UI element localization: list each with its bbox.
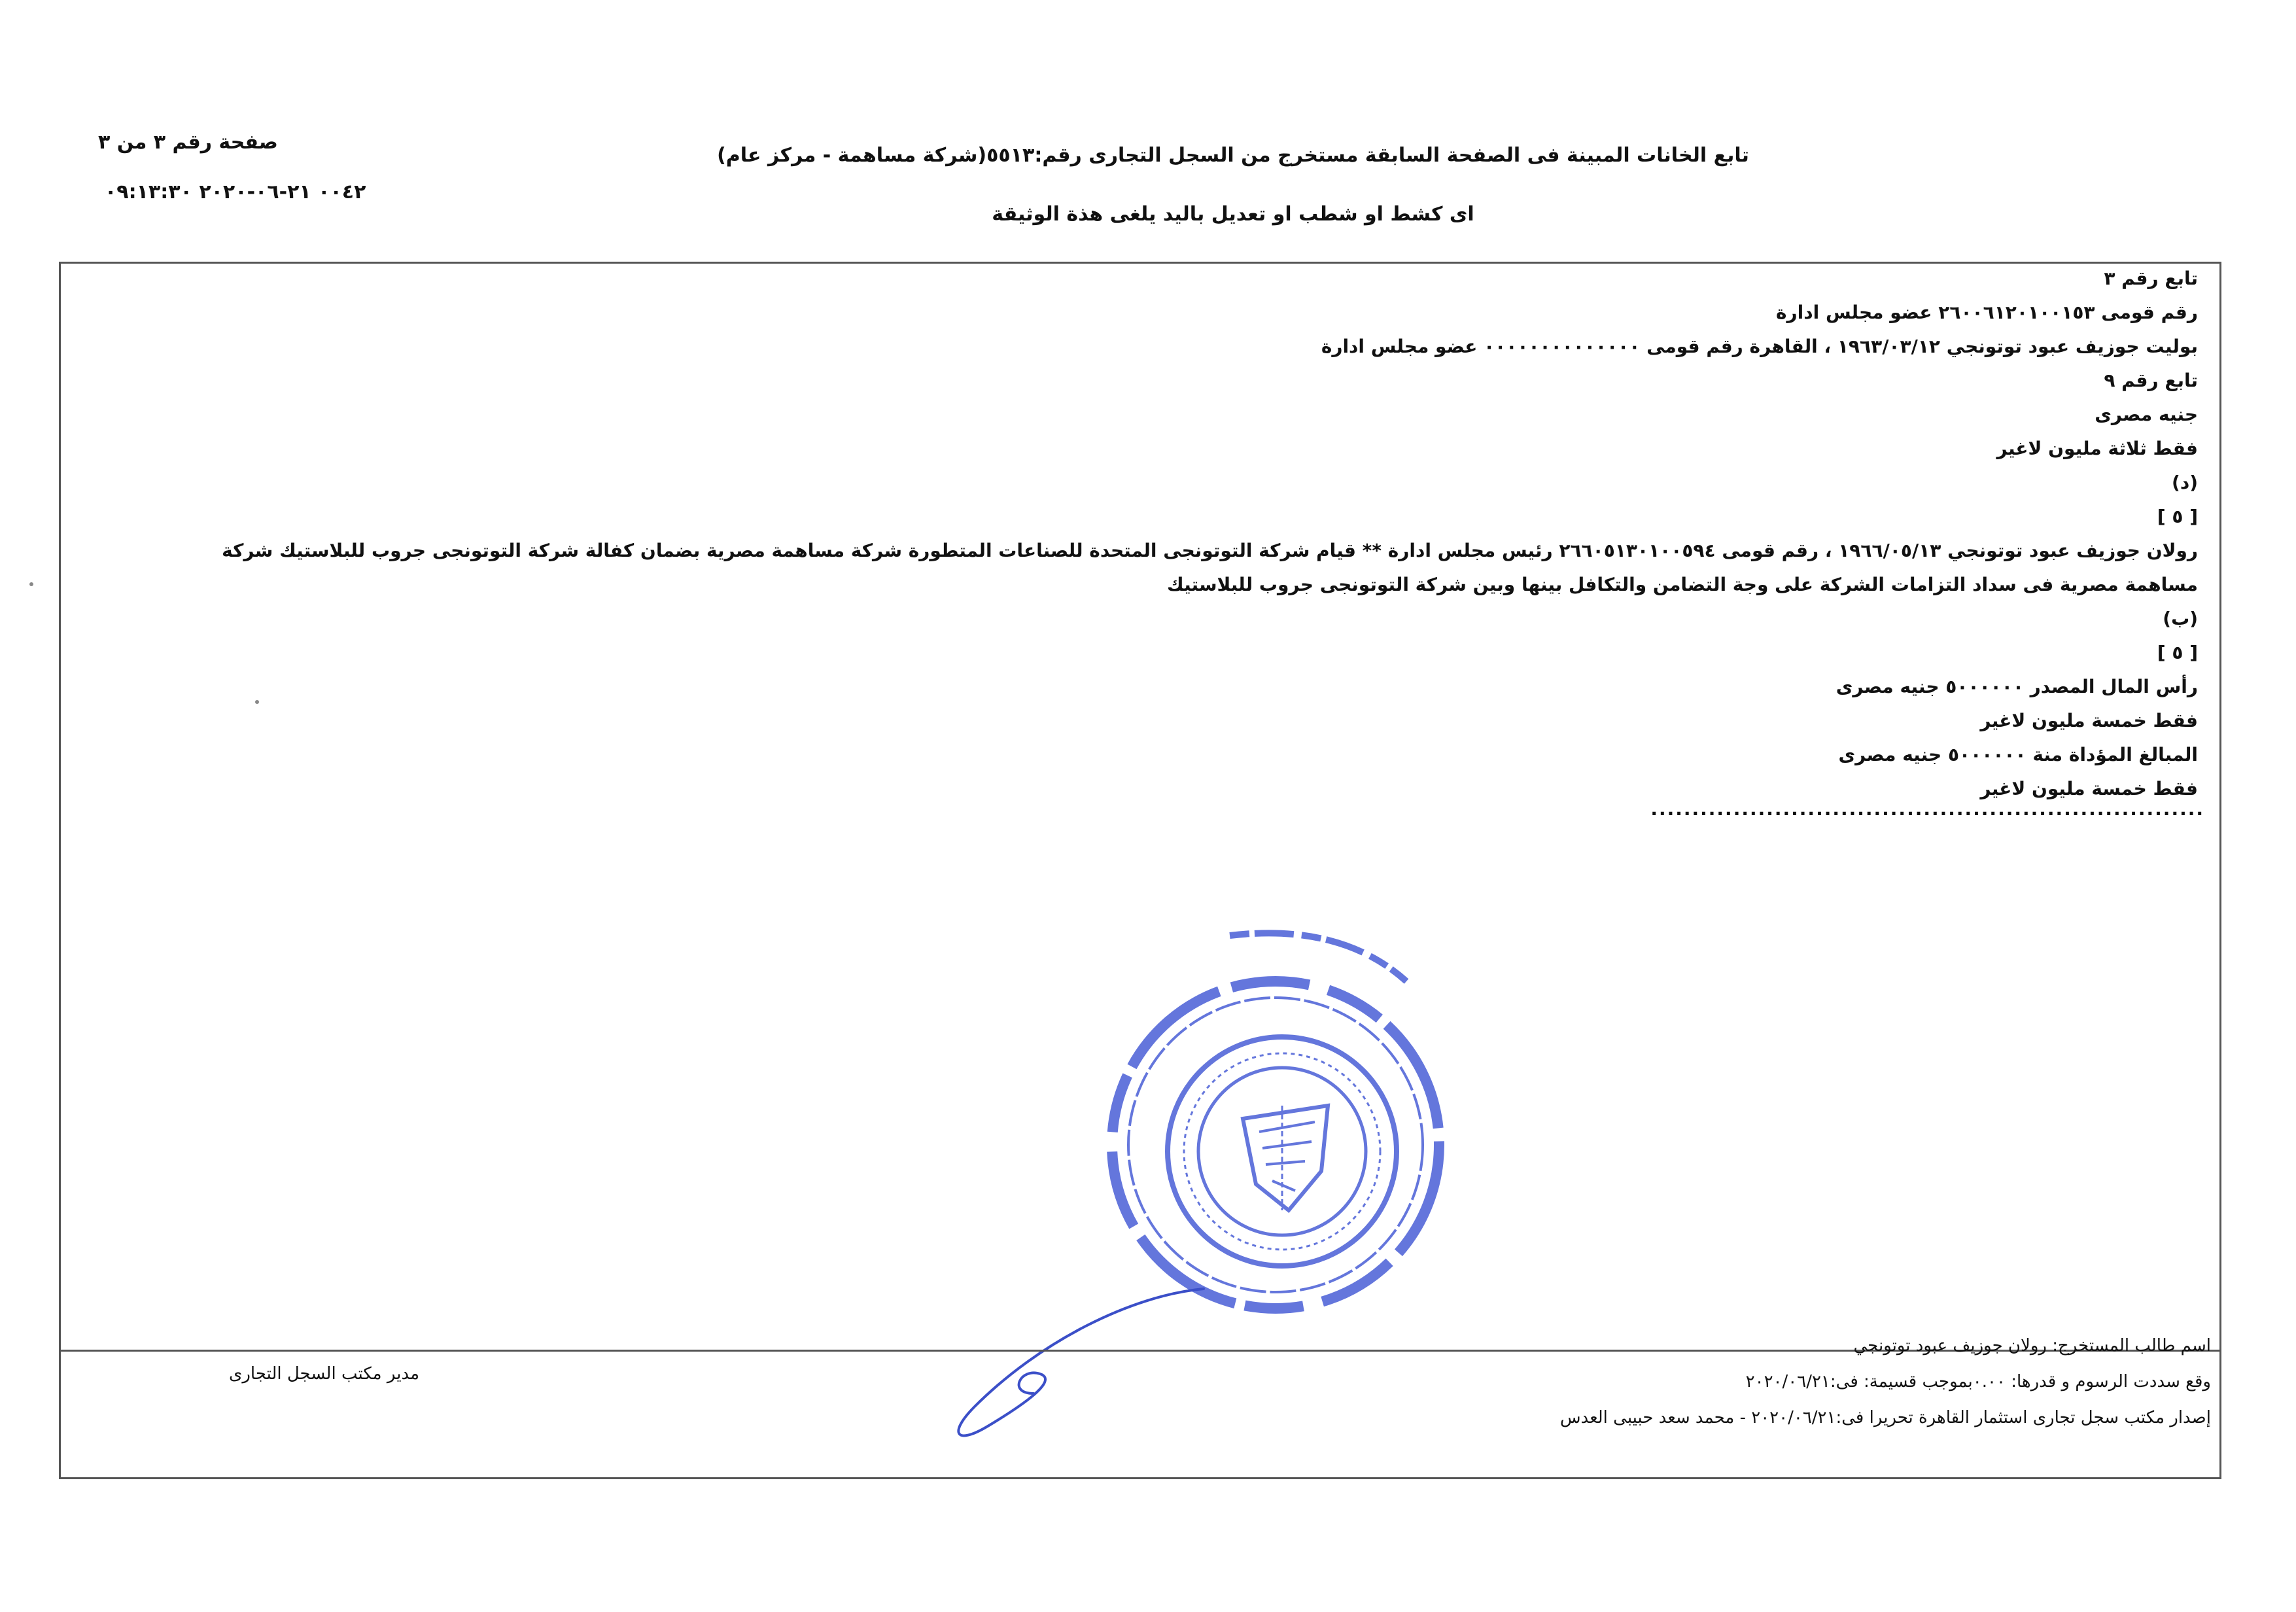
page-number: صفحة رقم ٣ من ٣ [98,131,278,154]
body-line: مساهمة مصرية فى سداد التزامات الشركة على وجة التضامن والتكافل بينها وبين شركة التوتونجى جروب للبلاستيك [1167,574,2198,595]
body-line: (ب) [2163,608,2198,629]
body-line: رولان جوزيف عبود توتونجي ١٩٦٦/٠٥/١٣ ، رقم قومى ٢٦٦٠٥١٣٠١٠٠٥٩٤ رئيس مجلس ادارة ** قيام شركة التوتونجى المتحدة للصناعات المتطورة شركة مساهمة مصرية بضمان كفالة شركة التوتونجى جروب للبلاستيك شركة [222,540,2198,561]
body-line: تابع رقم ٩ [2104,370,2198,391]
body-line: تابع رقم ٣ [2104,268,2198,289]
document-warning: اى كشط او شطب او تعديل باليد يلغى هذة الوثيقة [992,203,1474,226]
scan-speck [29,582,33,586]
body-line: بوليت جوزيف عبود توتونجي ١٩٦٣/٠٣/١٢ ، القاهرة رقم قومى ٠٠٠٠٠٠٠٠٠٠٠٠٠٠ عضو مجلس ادارة [1321,336,2198,357]
body-line: فقط خمسة مليون لاغير [1980,778,2198,799]
dotted-separator: ................................................................... [1650,798,2204,820]
body-line: جنيه مصرى [2095,404,2198,425]
body-line: رأس المال المصدر ٥٠٠٠٠٠٠ جنيه مصرى [1835,676,2198,697]
handwritten-signature [935,1276,1210,1446]
body-line: المبالغ المؤداة منة ٥٠٠٠٠٠٠ جنيه مصرى [1838,744,2198,765]
body-line: رقم قومى ٢٦٠٠٦١٢٠١٠٠١٥٣ عضو مجلس ادارة [1776,302,2198,323]
manager-label: مدير مكتب السجل التجارى [229,1364,420,1384]
body-line: [ ٥ ] [2157,506,2198,527]
footer-details [1560,1328,2211,1436]
official-seal-stamp [1066,909,1485,1328]
document-body [105,262,2198,806]
body-line: فقط خمسة مليون لاغير [1980,710,2198,731]
fees-line: وقع سددت الرسوم و قدرها: ٠.٠٠بموجب قسيمة: فى:٢٠٢٠/٠٦/٢١ [1745,1372,2211,1392]
document-title: تابع الخانات المبينة فى الصفحة السابقة مستخرج من السجل التجارى رقم:٥٥١٣(شركة مساهمة - مركز عام) [717,144,1749,167]
body-line: [ ٥ ] [2157,642,2198,663]
body-line: فقط ثلاثة مليون لاغير [1996,438,2198,459]
requester-name: اسم طالب المستخرج: رولان جوزيف عبود توتونجي [1853,1336,2211,1356]
issuance-line: إصدار مكتب سجل تجارى استثمار القاهرة تحريرا فى:٢٠٢٠/٠٦/٢١ - محمد سعد حبيبى العدس [1559,1408,2211,1428]
body-line: (د) [2172,472,2198,493]
scan-speck [255,700,259,704]
print-timestamp: ٠٠٤٢ ٢١-٠٦-٢٠٢٠ ٠٩:١٣:٣٠ [105,181,366,203]
